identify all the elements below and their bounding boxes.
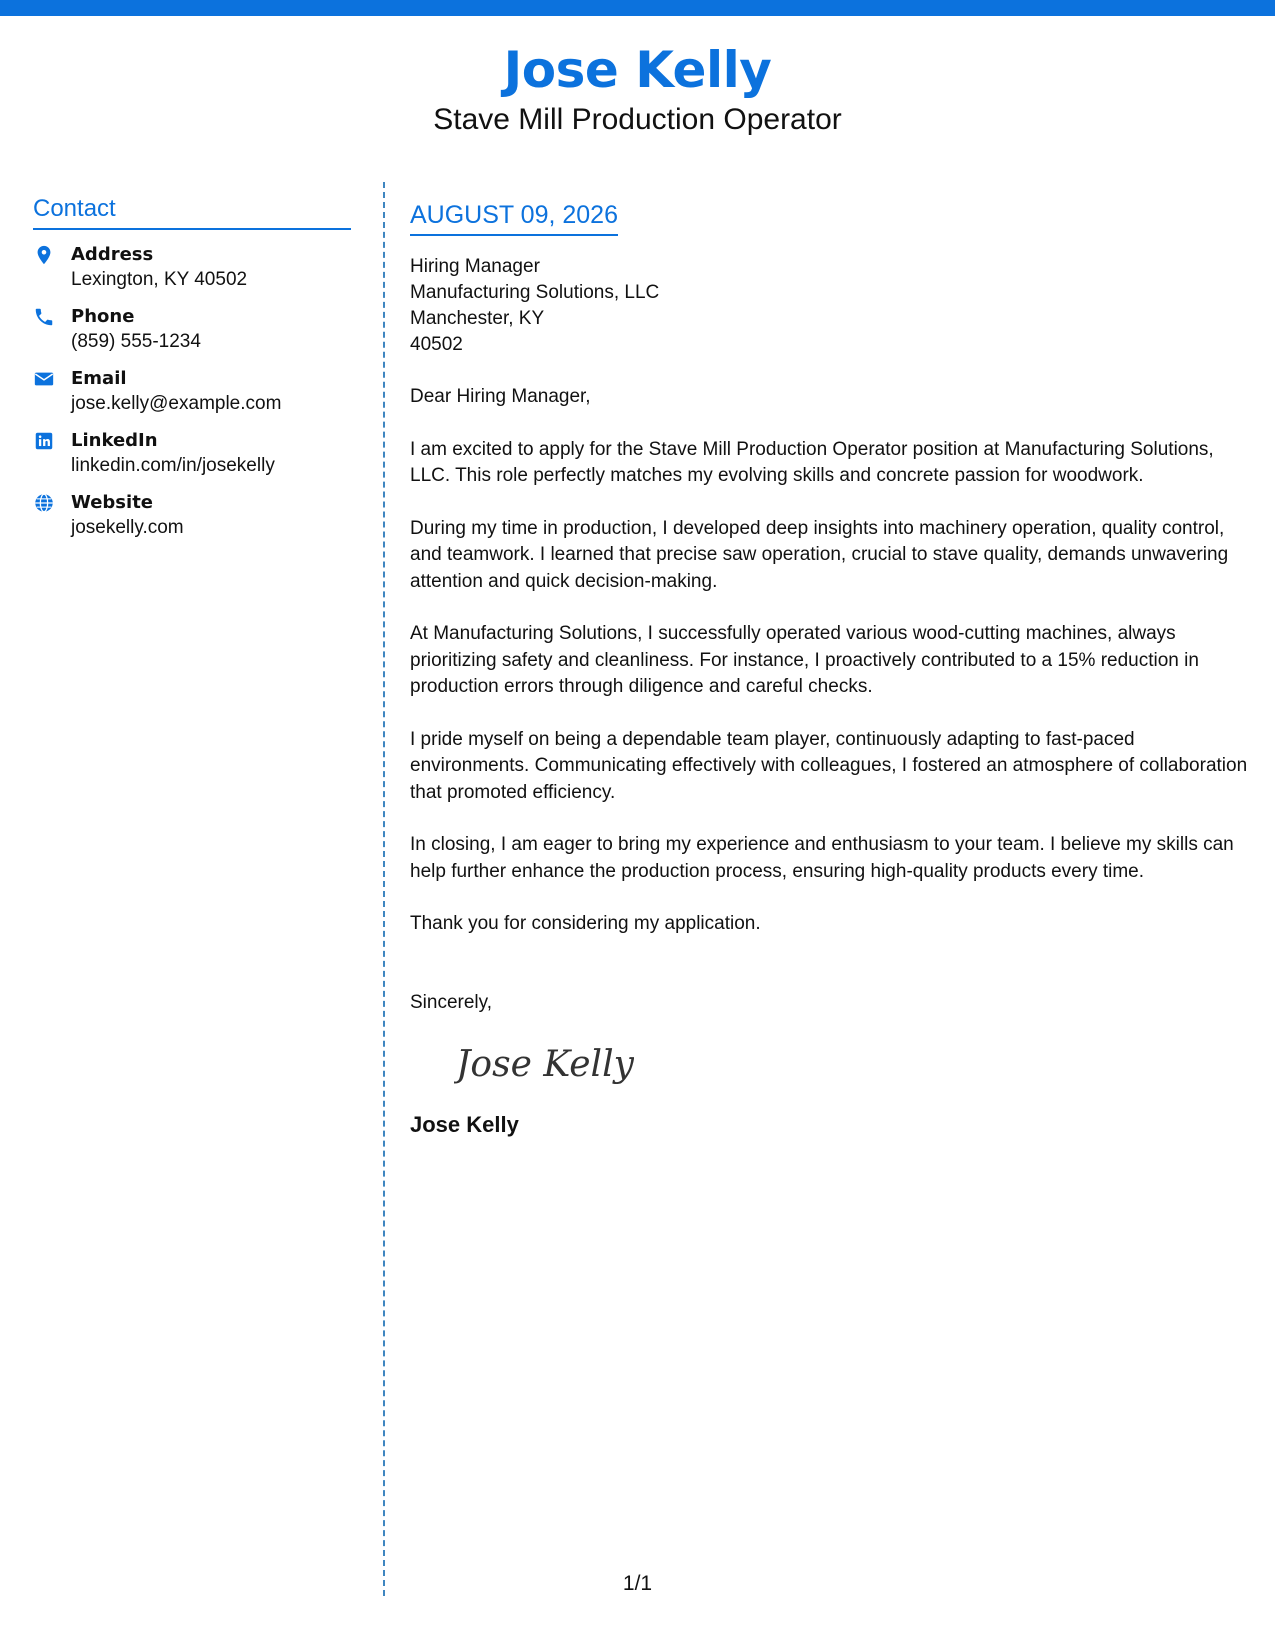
contact-sidebar bbox=[33, 194, 351, 552]
contact-item-website bbox=[33, 490, 351, 540]
paragraph-teamwork: I pride myself on being a dependable team player, continuously adapting to fast-paced environments. Communicating effectively with colleagues, I fostered an atmosphere of collaboration that promoted efficiency. bbox=[410, 728, 1248, 803]
website-value[interactable]: josekelly.com bbox=[71, 517, 184, 538]
phone-label: Phone bbox=[71, 306, 135, 327]
job-title: Stave Mill Production Operator bbox=[433, 103, 842, 136]
email-icon bbox=[33, 368, 55, 390]
paragraph-closing: In closing, I am eager to bring my experience and enthusiasm to your team. I believe my skills can help further enhance the production process, ensuring high-quality products every time. bbox=[410, 834, 1234, 882]
contact-item-email bbox=[33, 366, 351, 416]
phone-value: (859) 555-1234 bbox=[71, 331, 201, 352]
paragraph-thanks: Thank you for considering my application. bbox=[410, 913, 761, 934]
globe-icon bbox=[33, 492, 55, 514]
column-divider bbox=[383, 182, 385, 1596]
paragraph-experience: During my time in production, I developed deep insights into machinery operation, quality control, and teamwork. I learned that precise saw operation, crucial to stave quality, demands unwavering attention and quick decision-making. bbox=[410, 517, 1229, 592]
recipient-company: Manufacturing Solutions, LLC bbox=[410, 282, 660, 303]
paragraph-achievements: At Manufacturing Solutions, I successfully operated various wood-cutting machines, always prioritizing safety and cleanliness. For instance, I proactively contributed to a 15% reduction in production errors through diligence and careful checks. bbox=[410, 623, 1199, 697]
applicant-name: Jose Kelly bbox=[503, 41, 772, 99]
address-label: Address bbox=[71, 244, 154, 265]
email-label: Email bbox=[71, 368, 127, 389]
recipient-block bbox=[410, 254, 1252, 358]
phone-icon bbox=[33, 306, 55, 328]
contact-heading: Contact bbox=[33, 194, 351, 230]
paragraph-intro: I am excited to apply for the Stave Mill Production Operator position at Manufacturing Solutions, LLC. This role perfectly matches my evolving skills and concrete passion for woodwork. bbox=[410, 438, 1214, 486]
recipient-title: Hiring Manager bbox=[410, 256, 540, 277]
signer-name: Jose Kelly bbox=[410, 1111, 519, 1137]
contact-item-linkedin bbox=[33, 428, 351, 478]
linkedin-value[interactable]: linkedin.com/in/josekelly bbox=[71, 455, 275, 476]
page-number: 1/1 bbox=[622, 1572, 653, 1595]
letter-body bbox=[410, 198, 1252, 1140]
recipient-zip: 40502 bbox=[410, 334, 463, 355]
top-accent-bar bbox=[0, 0, 1275, 16]
email-value[interactable]: jose.kelly@example.com bbox=[71, 393, 282, 414]
handwritten-signature bbox=[454, 1034, 634, 1094]
closing-salutation: Sincerely, bbox=[410, 991, 493, 1013]
recipient-city: Manchester, KY bbox=[410, 308, 545, 329]
signature-text: Jose Kelly bbox=[456, 1043, 634, 1085]
website-label: Website bbox=[71, 492, 154, 513]
contact-item-phone bbox=[33, 304, 351, 354]
linkedin-label: LinkedIn bbox=[71, 430, 158, 451]
location-pin-icon bbox=[33, 244, 55, 266]
letter-date: AUGUST 09, 2026 bbox=[410, 198, 618, 236]
linkedin-icon bbox=[33, 430, 55, 452]
contact-item-address bbox=[33, 242, 351, 292]
greeting: Dear Hiring Manager, bbox=[410, 386, 591, 407]
address-value: Lexington, KY 40502 bbox=[71, 269, 248, 290]
header bbox=[0, 40, 1275, 140]
